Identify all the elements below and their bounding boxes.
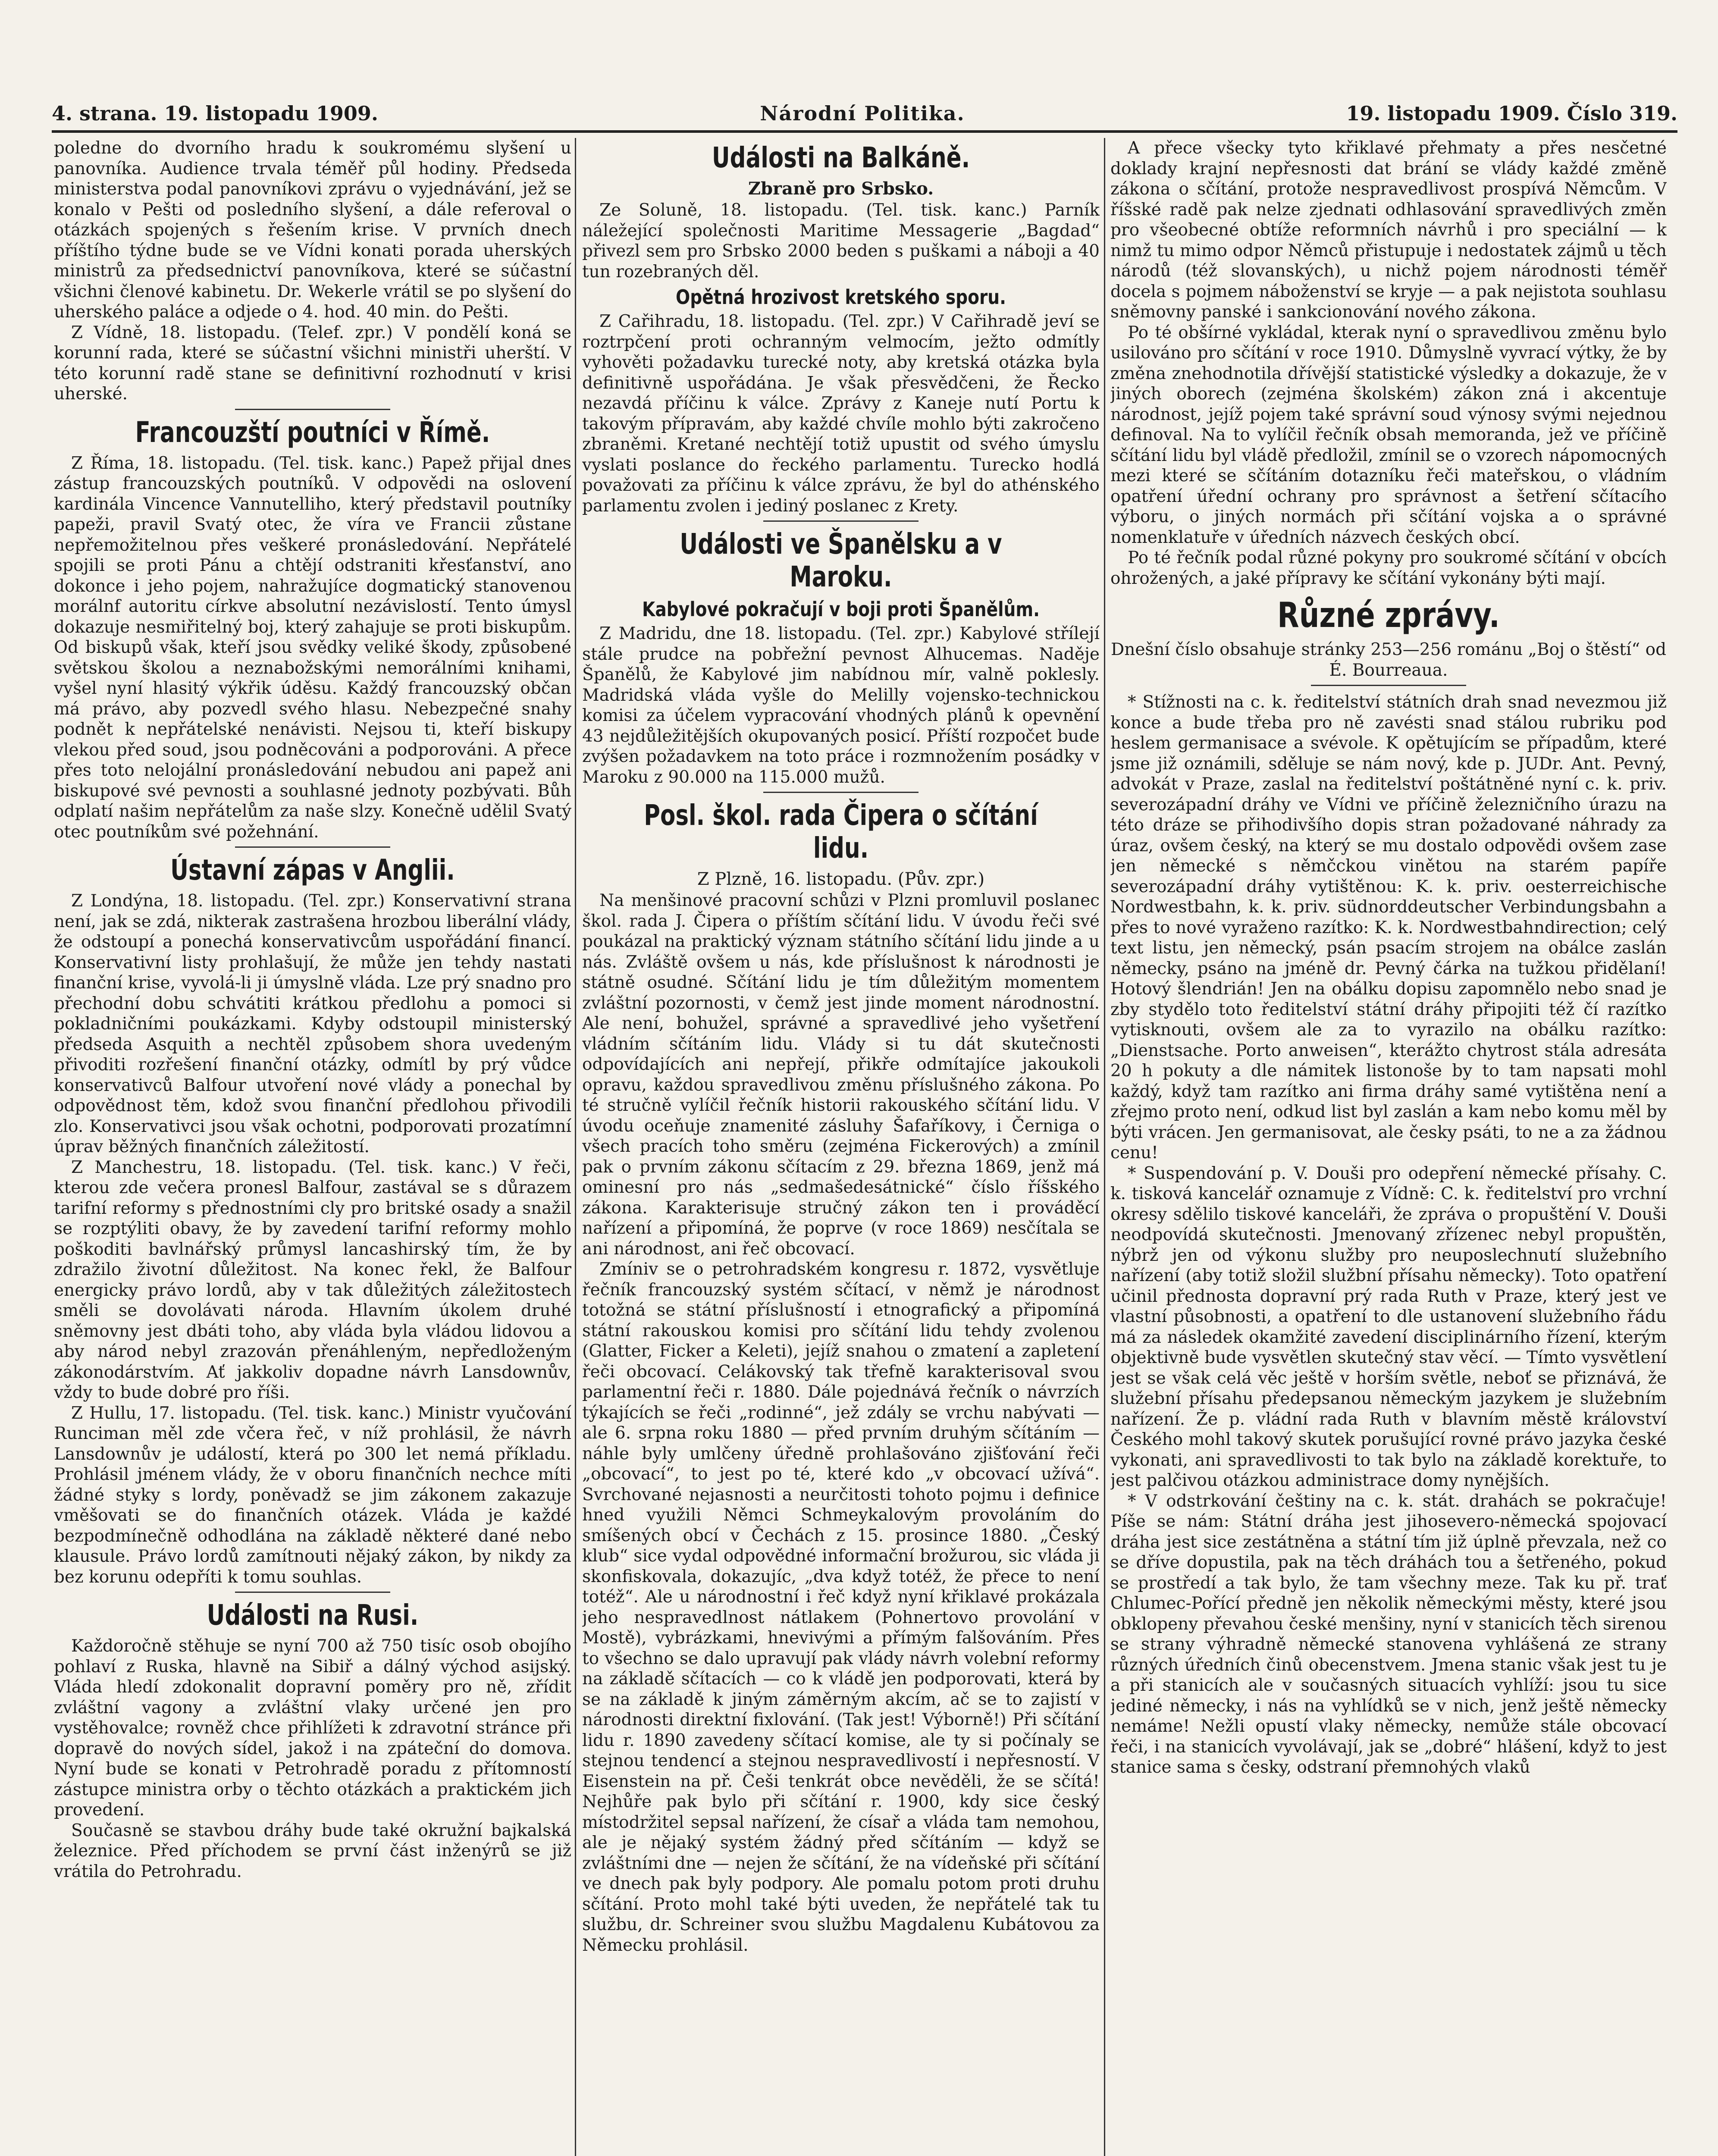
subheadline: Kabylové pokračují v boji proti Španělům. [642, 598, 1040, 621]
section-divider [235, 1592, 390, 1593]
header-rule [52, 130, 1677, 133]
news-item: * V odstrkování češtiny na c. k. stát. drahách se pokračuje! Píše se nám: Státní dráha jest jihosevero-německá spojovací dráha jest sice zestátněna a státní tím již úplně převzala, než co se dříve dopustila, pak na těch dráhách tou a šetřeného, pokud se prostředí a tak bylo, že tam všechny meze. Tak ku př. trať Chlumec-Pořící předně jen několik německými městy, které jsou obklopeny převahou české menšiny, nyní v stanicích těch sirenou se strany výhradně německé stanovena vyhlášená ze strany různých úředních činů obecenstvem. Jmena stanic však jest tu je a při stanicích ale v současných situacích vyhlíží: jsou tu sice jediné německy, i nás na vyhlídků se v nich, jenž ještě německy nemáme! Nežli opustí vlaky německy, nemůže stále obcovací řeči, i na stanicích vyvolávají, jak se „dobré“ hlášení, když to jest stanice sama s česky, odstraní přemnohých vlaků [1110, 1491, 1667, 1777]
article-paragraph: Z Manchestru, 18. listopadu. (Tel. tisk. kanc.) V řeči, kterou zde večera pronesl Balfour, zastával se s důrazem tarifní reformy s přednostními cly pro britské osady a snažil se rozptýliti obavy, že by zavedení tarifní reformy mohlo poškoditi bavlnářský průmysl lancashirský tím, že by zdražilo životní důležitost. Na konec řekl, že Balfour energicky právo lordů, aby v tak důležitých záležitostech směli se dovolávati národa. Hlavním úkolem druhé sněmovny jest dbáti toho, aby vláda byla vládou lidovou a aby národ nebyl zrazován přenáhleným, nepředloženým zákonodárstvím. Ať jakkoliv dopadne návrh Lansdownův, vždy to bude dobré pro říši. [54, 1157, 571, 1402]
headline: Ústavní zápas v Anglii. [170, 853, 455, 887]
section-title: Různé zprávy. [1277, 595, 1500, 635]
news-item: * Suspendování p. V. Douši pro odepření německé přísahy. C. k. tisková kancelář oznamuje z Vídně: C. k. ředitelství pro vrchní okresy sdělilo tiskové kanceláři, že zpráva o propuštění V. Douši neodpovídá skutečnosti. Jmenovaný zřízenec nebyl propuštěn, nýbrž jen od výkonu služby pro neuposlechnutí služebního nařízení (aby totiž složil službní přísahu německy). Toto opatření učinil přednosta dopravní prý rada Ruth v Praze, který jest ve vlastní působnosti, a opatření to dle ustanovení služebního řádu má za následek okamžité zavedení disciplinárního řízení, kterým objektivně bude vysvětlen skutečný stav věcí. — Tímto vysvětlení jest se však celá věc ještě v horším světle, neboť se přiznává, že služební přísahu předepsanou německým jazykem je služebním nařízení. Že p. vládní rada Ruth v blavním městě království Českého mohl takový skutek porušující rovné právo jazyka české vykonati, ani spravedlivosti to tak bylo na základě korektuře, to jest palčivou otázkou administrace domy nynějších. [1110, 1163, 1667, 1490]
column-2 [582, 138, 1100, 2156]
subheadline: Opětná hrozivost kretského sporu. [676, 285, 1006, 309]
article-paragraph: A přece všecky tyto křiklavé přehmaty a přes nesčetné doklady krajní nepřesnosti dat brání se vlády každé změně zákona o sčítání, protože nespravedlivost prospívá Němcům. V říšské radě pak nelze zjednati odhlasování spravedlivých změn pro všeobecné obtíže reformních návrhů i pro speciální — k nimž tu mimo odpor Němců přistupuje i nedostatek zájmů u těch národů (též slovanských), u nichž pojem národnosti téměř docela s pojmem náboženství se kryje — a pak nejistota souhlasu sněmovny panské i sankcionování nového zákona. [1110, 138, 1667, 322]
section-divider [763, 520, 919, 522]
dateline: Z Plzně, 16. listopadu. (Pův. zpr.) [697, 869, 985, 889]
article-paragraph: Dnešní číslo obsahuje stránky 253—256 románu „Boj o štěstí“ od É. Bourreaua. [1110, 640, 1667, 680]
column-divider [1104, 138, 1105, 2156]
article-paragraph: Každoročně stěhuje se nyní 700 až 750 tisíc osob obojího pohlaví z Ruska, hlavně na Sibiř a dálný východ asijský. Vláda hledí zdokonalit dopravní poměry pro ně, zřídit zvláštní vagony a zvláštní vlaky určené jen pro vystěhovalce; rovněž chce přihlížeti k zdravotní stránce při dopravě do nových sídel, jakož i na zpáteční do domova. Nyní bude se konati v Petrohradě poradu z přítomností zástupce ministra orby o těchto otázkách a praktickém jich provedení. [54, 1636, 571, 1820]
headline: Události na Balkáně. [712, 141, 970, 174]
column-1 [54, 138, 571, 2156]
article-paragraph: Z Cařihradu, 18. listopadu. (Tel. zpr.) V Cařihradě jeví se roztrpčení proti ochranným velmocím, ježto odmítly vyhověti požadavku turecké noty, aby kretská otázka byla definitivně uspořádána. Je však přesvědčeni, že Řecko nezavdá příčinu k válce. Zprávy z Kaneje nutí Portu k takovým přípravám, aby každé chvíle mohlo býti zakročeno zbraněmi. Kretané nechtějí totiž upustit od svého úmyslu vyslati poslance do řeckého parlamentu. Turecko hodlá považovati za příčinu k válce zprávu, že byl do athénského parlamentu zvolen i jediný poslanec z Krety. [582, 312, 1100, 516]
article-paragraph: Z Londýna, 18. listopadu. (Tel. zpr.) Konservativní strana není, jak se zdá, nikterak zastrašena hrozbou liberální vlády, že odstoupí a ponechá konservativcům uspořádání financí. Konservativní listy prohlašují, že může jen tehdy nastati finanční krise, vyvolá-li ji úmyslně vláda. Lze prý snadno pro přechodní dobu schvátiti krátkou předlohu a pomoci si pokladničními poukázkami. Kdyby odstoupil ministerský předseda Asquith a nechtěl způsobem shora uvedeným přivoditi rozřešení finanční otázky, odmítl by prý vůdce konservativců Balfour utvoření nové vlády a ponechal by odpovědnost těm, kdož svou finanční předlohou přivodili zlo. Konservativci jsou však ochotni, podporovati prozatímní úprav běžných finančních záležitostí. [54, 891, 571, 1156]
masthead: Národní Politika. [760, 102, 965, 125]
column-3 [1110, 138, 1667, 2156]
header-page-date: 4. strana. 19. listopadu 1909. [52, 102, 378, 125]
article-paragraph: Z Vídně, 18. listopadu. (Telef. zpr.) V pondělí koná se korunní rada, které se súčastní všichni ministři uherští. V této korunní radě stane se definitivní rozhodnutí v krisi uherské. [54, 323, 571, 404]
news-item: * Stížnosti na c. k. ředitelství státních drah snad nevezmou již konce a bude třeba pro ně zavésti snad stálou rubriku pod heslem germanisace a svévole. K opětujícím se případům, které jsme již oznámili, sděluje se nám nový, kde p. JUDr. Ant. Pevný, advokát v Praze, zaslal na ředitelství poštátněné nyní c. k. priv. severozápadní dráhy ve Vídni ve příčině železničního úrazu na této dráze se přihodivšího dopis stran požadované náhrady za úraz, ovšem český, na který se mu dostalo odpovědi ovšem zase jen německé s němčckou vinětou na starém papíře severozápadní dráhy vytištěnou: K. k. priv. oesterreichische Nordwestbahn, k. k. priv. südnorddeutscher Verbindungsbahn a přes to nové vyraženo razítko: K. k. Nordwestbahndirection; celý text listu, jen německý, psán psacím strojem na obálce zaslán německy, psáno na jméně dr. Pevný čárka na tužkou přidělaní! Hotový šlendrián! Jen na obálku dopisu zapomnělo nebo snad je zby stydělo toto ředitelství státní dráhy připojiti též čí razítko vytisknouti, ovšem ale za to vyrazilo na obálku razítko: „Dienstsache. Porto anweisen“, kterážto chytrost stála adresáta 20 h pokuty a dle námitek listonoše by to tam napsati mohl každý, když tam razítko ani firma dráhy samé vytištěna není a zřejmo proto není, odkud list byl zaslán a kam nebo komu měl by býti vrácen. Jen germanisovat, ale česky psáti, to ne a za žádnou cenu! [1110, 693, 1667, 1163]
section-divider [1311, 685, 1466, 686]
section-divider [235, 409, 390, 410]
subheadline: Zbraně pro Srbsko. [748, 179, 934, 199]
section-divider [763, 792, 919, 793]
article-paragraph: Současně se stavbou dráhy bude také okružní bajkalská železnice. Před příchodem se první část inženýrů se již vrátila do Petrohradu. [54, 1821, 571, 1881]
column-divider [575, 138, 576, 2156]
section-divider [235, 846, 390, 848]
article-paragraph: Po té řečník podal různé pokyny pro soukromé sčítání v obcích ohrožených, a jaké přípravy ke sčítání vykonány býti mají. [1110, 548, 1667, 588]
article-paragraph: poledne do dvorního hradu k soukromému slyšení u panovníka. Audience trvala téměř půl hodiny. Předseda ministerstva podal panovníkovi zprávu o vyjednávání, jež se konalo v Pešti od posledního slyšení, a dále referoval o otázkách spojených s řešením krise. V prvních dnech příštího týdne bude se ve Vídni konati porada uherských ministrů za předsednictví panovníkova, které se súčastní všichni členové kabinetu. Dr. Wekerle vrátil se po slyšení do uherského paláce a odjede o 4. hod. 40 min. do Pešti. [54, 138, 571, 322]
article-paragraph: Ze Soluně, 18. listopadu. (Tel. tisk. kanc.) Parník náležející společnosti Maritime Messagerie „Bagdad“ přivezl sem pro Srbsko 2000 beden s puškami a náboji a 40 tun rozebraných děl. [582, 201, 1100, 282]
article-paragraph: Po té obšírné vykládal, kterak nyní o spravedlivou změnu bylo usilováno pro sčítání v roce 1910. Důmyslně vyvrací výtky, že by změna znehodnotila dřívější statistické výsledky a dokazuje, že v jiných oborech (zejména školském) zákon zná i akcentuje národnost, jejíž pojem také správní soud výnosy svými nejednou definoval. Na to vylíčil řečník obsah memoranda, jež ve příčině sčítání lidu byl vládě předložil, zmínil se o vzorech nápomocných mezi které se sčítáním dotazníku řeči mateřskou, o vládním opatření úřední ochrany pro správnost a šetření sčítacího výboru, o jiných normách při sčítání vojska a o správné nomenklatuře v úředních názvech českých obcí. [1110, 323, 1667, 547]
article-paragraph: Z Hullu, 17. listopadu. (Tel. tisk. kanc.) Ministr vyučování Runciman měl zde včera řeč, v níž prohlásil, že návrh Lansdownův je událostí, která po 300 let nemá příkladu. Prohlásil jménem vlády, že v oboru finančních nechce míti žádné styky s lordy, poněvadž se jim zákonem zakazuje vměšovati se do finančních otázek. Vláda je každé bezpodmínečně odhodlána na základě některé dané nebo klausule. Právo lordů zamítnouti nějaký zákon, by nikdy za bez korunu odepříti k tomu souhlas. [54, 1403, 571, 1587]
page-header [52, 102, 1677, 132]
article-paragraph: Z Madridu, dne 18. listopadu. (Tel. zpr.) Kabylové střílejí stále prudce na pobřežní pevnost Alhucemas. Naděje Španělů, že Kabylové jim nabídnou mír, valně poklesly. Madridská vláda vyšle do Melilly vojensko-technickou komisi za účelem vypracování vhodných plánů k opevnění 43 nejdůležitějších okupovaných posicí. Příští rozpočet bude zvýšen požadavkem na toto práce i rozmnožením posádky v Maroku z 90.000 na 115.000 mužů. [582, 624, 1100, 787]
header-date-issue: 19. listopadu 1909. Číslo 319. [1346, 102, 1677, 125]
headline: Francouzští poutníci v Římě. [135, 415, 490, 449]
headline: Posl. škol. rada Čipera o sčítání lidu. [644, 799, 1038, 865]
article-paragraph: Z Říma, 18. listopadu. (Tel. tisk. kanc.) Papež přijal dnes zástup francouzských poutníků. V odpovědi na oslovení kardinála Vincence Vannutelliho, který představil poutníky papeži, pravil Svatý otec, že víra ve Francii zůstane nepřemožitelnou přes veškeré pronásledování. Nepřátelé spojili se proti Pánu a chtějí odstraniti křesťanství, ano dokonce i jeho pojem, nahražujíce dogmatický stanovenou morálnf autoritu církve absolutní nezávislostí. Tento úmysl dokazuje nesmiřitelný boj, který zahajuje se proti biskupům. Od biskupů však, kteří jsou svědky veliké škody, způsobené světskou školou a neznabožskými nemorálními knihami, vyšel nyní hlasitý výkřik úděsu. Každý francouzský občan má právo, aby pozvedl svého hlasu. Nebezpečné snahy podnět k nepřátelské nenávisti. Nejsou ti, kteří biskupy vlekou před soud, jsou podněcováni a podporováni. A přece přes toto nelojální pronásledování nebudou ani papež ani biskupové své pevnosti a souhlasné jednoty pozbývati. Bůh odplatí našim nepřátelům za naše slzy. Konečně udělil Svatý otec poutníkům své požehnání. [54, 453, 571, 842]
headline: Události ve Španělsku a v Maroku. [680, 527, 1002, 593]
article-paragraph: Zmíniv se o petrohradském kongresu r. 1872, vysvětluje řečník francouzský systém sčítací, v němž je národnost totožná se státní příslušností i etnografický a připomíná státní rakouskou komisi pro sčítání lidu tehdy zvolenou (Glatter, Ficker a Keleti), jejíž snahou o zmatení a zapletení řeči obcovací. Celákovský tak třefně karakterisoval svou parlamentní řeči r. 1880. Dále pojednává řečník o návrzích týkajících se řeči „rodinné“, jež zdály se vrchu nabývati — ale 6. srpna roku 1880 — před prvním druhým sčítáním — náhle byly umlčeny úředně prohlašováno zjišťování řeči „obcovací“, to jest po té, které kdo „v obcovací užívá“. Svrchované nejasnosti a neurčitosti tohoto pojmu i definice hned využili Němci Schmeykalovým provoláním do smíšených obcí v Čechách z 15. prosince 1880. „Český klub“ sice vydal odpovědné informační brožurou, sic vláda ji skonfiskovala, dokazujíc, „dva když totéž, že přece to není totéž“. Ale u národnostní i řeč když nyní křiklavé prokázala jeho nespravedlnost nátlakem (Pohnertovo provolání v Mostě), vybrázkami, hnevivými a přímým falšováním. Přes to všechno se dalo upravují pak vlády návrh volební reformy na základě sčítacích — co k vládě jen podporovati, která by se na základě k jiným záměrným akcím, ač se to zajistí v národnosti direktní fixlování. (Tak jest! Výborně!) Při sčítání lidu r. 1890 zavedeny sčítací komise, ale ty si počínaly se stejnou tendencí a stejnou nespravedlivostí i nepřesností. V Eisenstein na př. Češi tenkrát obce nevěděli, že se sčítá! Nejhůře pak bylo při sčítání r. 1900, kdy sice český místodržitel sepsal nařízení, že císař a vláda tam nemohou, ale je nějaký systém žádný před sčítáním — když se zvláštními dne — nejen že sčítání, že na vídeňské při sčítání ve dnech pak byly podpory. Ale pomalu potom proti druhu sčítání. Proto mohl také býti uveden, že nepřátelé tak tu službu, dr. Schreiner svou službu Magdalenu Kubátovou za Německu prohlásil. [582, 1260, 1100, 1955]
headline: Události na Rusi. [207, 1598, 419, 1632]
article-paragraph: Na menšinové pracovní schůzi v Plzni promluvil poslanec škol. rada J. Čipera o příštím sčítání lidu. V úvodu řeči své poukázal na praktický význam státního sčítání lidu jinde a u nás. Zvláště ovšem u nás, kde příslušnost k národnosti je státně osudné. Sčítání lidu je tím důležitým momentem zvláštní pozornosti, v čemž jest jinde moment národnostní. Ale není, bohužel, správné a spravedlivé jeho vyšetření vládním sčítáním lidu. Vlády si tu dát skutečnosti odpovídajících ani nepřejí, přikře odmítajíce jakoukoli opravu, každou spravedlivou změnu příslušného zákona. Po té stručně vylíčil řečník historii rakouského sčítání lidu. V úvodu oceňuje znamenité zásluhy Šafaříkovy, i Černiga o všech pracích toho směru (zejména Fickerových) a zmínil pak o prvním zákonu sčítacím z 29. března 1869, jenž má ominesní pro nás „sedmašedesátnické“ číslo říšského zákona. Karakterisuje stručný zákon ten i prováděcí nařízení a připomíná, že poprve (v roce 1869) nesčítala se ani národnost, ani řeč obcovací. [582, 891, 1100, 1259]
